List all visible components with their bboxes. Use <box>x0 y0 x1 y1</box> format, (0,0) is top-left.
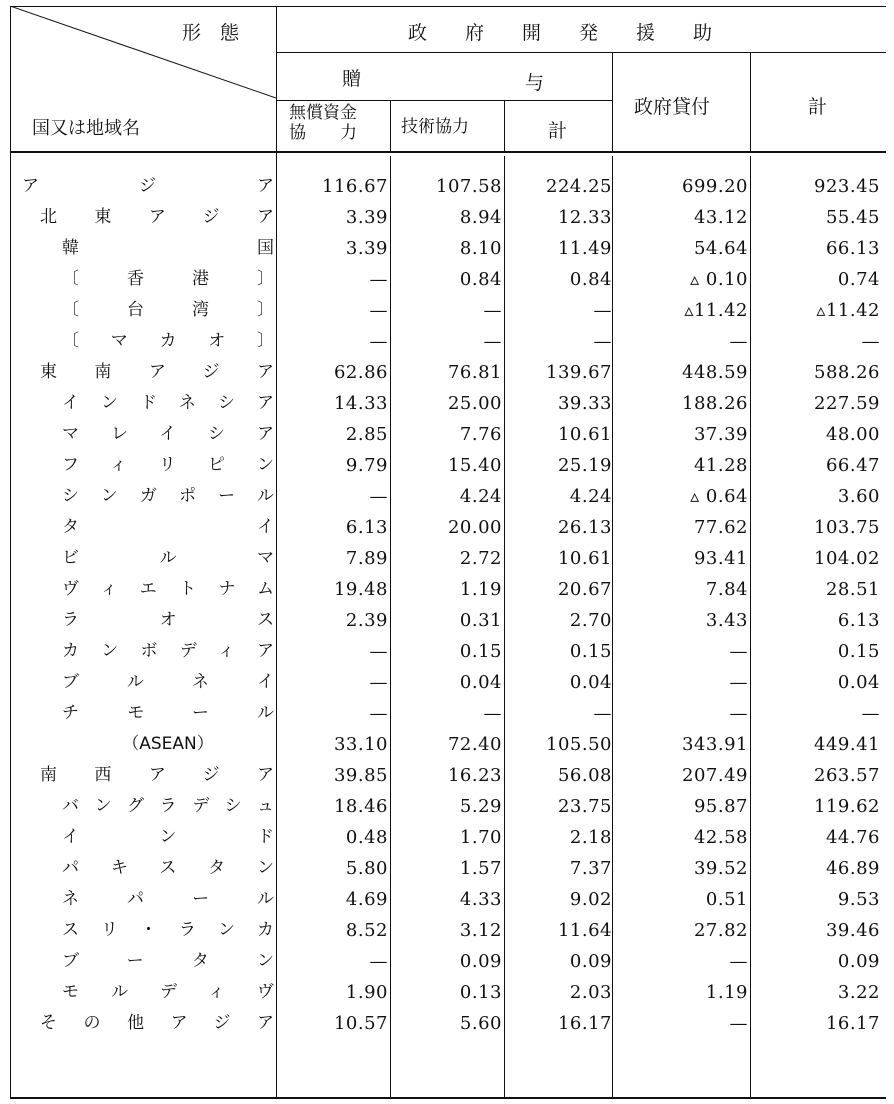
govt-loans-value: ▵ 0.10 <box>690 269 748 290</box>
grant-aid-value: 5.80 <box>345 858 388 879</box>
total-value: — <box>861 703 880 724</box>
govt-loans-value: — <box>729 331 748 352</box>
govt-loans-value: 1.19 <box>705 982 748 1003</box>
region-name-text: 〔台湾〕 <box>62 300 274 320</box>
govt-loans-value: 37.39 <box>693 424 748 445</box>
total-value: 227.59 <box>814 393 880 414</box>
grant-total-value: 224.25 <box>546 176 612 197</box>
table-row <box>10 884 886 915</box>
tech-coop-value: 0.13 <box>459 982 502 1003</box>
grant-aid-value: 9.79 <box>345 455 388 476</box>
govt-loans-value: 3.43 <box>705 610 748 631</box>
grant-aid-value: 3.39 <box>345 207 388 228</box>
total-value: 55.45 <box>825 207 880 228</box>
table-row <box>10 822 886 853</box>
table-row <box>10 791 886 822</box>
table-bottom-rule <box>10 1097 886 1099</box>
total-value: 9.53 <box>837 889 880 910</box>
loans-right-rule <box>750 52 751 152</box>
tech-coop-value: 20.00 <box>447 517 502 538</box>
region-name-text: ラオス <box>62 610 274 630</box>
table-row <box>10 326 886 357</box>
region-name <box>10 326 276 357</box>
table-body <box>10 171 886 1039</box>
tech-coop-value: 0.84 <box>459 269 502 290</box>
region-name-text: モルディヴ <box>62 982 274 1002</box>
table-row <box>10 233 886 264</box>
table-row <box>10 636 886 667</box>
grant-aid-value: 1.90 <box>345 982 388 1003</box>
region-name <box>10 543 276 574</box>
total-value: 66.47 <box>825 455 880 476</box>
grant-total-value: — <box>593 300 612 321</box>
total-value: 3.22 <box>837 982 880 1003</box>
grant-total-value: 0.04 <box>569 672 612 693</box>
tech-coop-value: 16.23 <box>447 765 502 786</box>
total-value: ▵11.42 <box>816 300 880 321</box>
region-name-text: アジア <box>22 176 274 196</box>
table-row <box>10 512 886 543</box>
table-row <box>10 481 886 512</box>
region-name <box>10 946 276 977</box>
govt-loans-value: 41.28 <box>693 455 748 476</box>
grant-total-value: 20.67 <box>557 579 612 600</box>
region-name <box>10 884 276 915</box>
region-name <box>10 481 276 512</box>
region-name-text: （ASEAN） <box>122 734 214 754</box>
grant-sub-rule <box>276 100 612 101</box>
region-name <box>10 977 276 1008</box>
govt-loans-value: 42.58 <box>693 827 748 848</box>
grant-total-value: 9.02 <box>569 889 612 910</box>
table-row <box>10 977 886 1008</box>
tech-coop-value: 7.76 <box>459 424 502 445</box>
region-name <box>10 388 276 419</box>
region-name-text: インド <box>62 827 274 847</box>
total-value: 44.76 <box>825 827 880 848</box>
grant-total-value: 7.37 <box>569 858 612 879</box>
total-value: 46.89 <box>825 858 880 879</box>
table-row <box>10 202 886 233</box>
tech-coop-value: 2.72 <box>459 548 502 569</box>
oda-sub-rule <box>276 52 886 53</box>
total-value: — <box>861 331 880 352</box>
grant-total-value: 12.33 <box>557 207 612 228</box>
region-name <box>10 853 276 884</box>
grant-aid-value: 4.69 <box>345 889 388 910</box>
grant-aid-label-1: 無償資金 <box>289 103 357 123</box>
region-name <box>10 171 276 202</box>
govt-loans-label: 政府貸付 <box>634 96 711 118</box>
total-value: 48.00 <box>825 424 880 445</box>
grant-aid-value: 3.39 <box>345 238 388 259</box>
table-row <box>10 698 886 729</box>
grant-aid-value: 7.89 <box>345 548 388 569</box>
grant-aid-value: 2.39 <box>345 610 388 631</box>
region-name-text: 北東アジア <box>40 207 274 227</box>
total-value: 263.57 <box>814 765 880 786</box>
total-value: 39.46 <box>825 920 880 941</box>
region-name-text: シンガポール <box>62 486 274 506</box>
region-name <box>10 915 276 946</box>
grant-total-value: 2.70 <box>569 610 612 631</box>
table-row <box>10 667 886 698</box>
tech-coop-value: 3.12 <box>459 920 502 941</box>
govt-loans-value: 699.20 <box>682 176 748 197</box>
tech-coop-rule <box>504 100 505 152</box>
tech-coop-value: 107.58 <box>436 176 502 197</box>
grant-aid-value: 10.57 <box>333 1013 388 1034</box>
tech-coop-value: 25.00 <box>447 393 502 414</box>
table-row <box>10 605 886 636</box>
total-value: 28.51 <box>825 579 880 600</box>
region-name <box>10 729 276 760</box>
total-value: 119.62 <box>814 796 880 817</box>
tech-coop-value: 8.10 <box>459 238 502 259</box>
region-name-text: ビルマ <box>62 548 274 568</box>
region-name <box>10 202 276 233</box>
grant-aid-value: 18.46 <box>333 796 388 817</box>
region-name-text: ヴィエトナム <box>62 579 274 599</box>
grant-aid-value: 62.86 <box>333 362 388 383</box>
grant-aid-value: — <box>369 951 388 972</box>
tech-coop-value: 1.19 <box>459 579 502 600</box>
total-value: 104.02 <box>814 548 880 569</box>
govt-loans-value: 188.26 <box>682 393 748 414</box>
region-name-text: タイ <box>62 517 274 537</box>
tech-coop-value: 72.40 <box>447 734 502 755</box>
grant-aid-value: — <box>369 269 388 290</box>
grant-total-value: 4.24 <box>569 486 612 507</box>
govt-loans-value: 54.64 <box>693 238 748 259</box>
grant-total-value: 56.08 <box>557 765 612 786</box>
table-row <box>10 450 886 481</box>
region-name-text: 〔香港〕 <box>62 269 274 289</box>
govt-loans-value: — <box>729 703 748 724</box>
tech-coop-value: 8.94 <box>459 207 502 228</box>
grant-total-value: 105.50 <box>546 734 612 755</box>
govt-loans-value: 448.59 <box>682 362 748 383</box>
tech-coop-value: 0.09 <box>459 951 502 972</box>
grant-aid-value: — <box>369 672 388 693</box>
tech-coop-value: 0.15 <box>459 641 502 662</box>
grant-total-value: 10.61 <box>557 424 612 445</box>
total-value: 103.75 <box>814 517 880 538</box>
region-name-text: フィリピン <box>62 455 274 475</box>
grant-aid-value: — <box>369 703 388 724</box>
total-value: 0.15 <box>837 641 880 662</box>
grant-total-value: — <box>593 331 612 352</box>
grant-aid-value: — <box>369 641 388 662</box>
govt-loans-value: 39.52 <box>693 858 748 879</box>
govt-loans-value: 27.82 <box>693 920 748 941</box>
grant-total-value: 11.64 <box>557 920 612 941</box>
region-name <box>10 357 276 388</box>
tech-coop-value: 4.24 <box>459 486 502 507</box>
region-name <box>10 605 276 636</box>
region-name <box>10 698 276 729</box>
grant-total-value: — <box>593 703 612 724</box>
region-name <box>10 760 276 791</box>
govt-loans-value: — <box>729 641 748 662</box>
region-name <box>10 419 276 450</box>
grant-total-value: 26.13 <box>557 517 612 538</box>
govt-loans-value: 7.84 <box>705 579 748 600</box>
total-value: 3.60 <box>837 486 880 507</box>
grant-aid-rule <box>390 100 391 152</box>
table-row <box>10 419 886 450</box>
region-name-text: スリ・ランカ <box>62 920 274 940</box>
region-name-text: マレイシア <box>62 424 274 444</box>
region-name-text: カンボディア <box>62 641 274 661</box>
total-label: 計 <box>808 96 828 118</box>
tech-coop-label: 技術協力 <box>401 117 469 137</box>
grant-aid-value: 0.48 <box>345 827 388 848</box>
table-row <box>10 574 886 605</box>
table-row <box>10 853 886 884</box>
region-name <box>10 233 276 264</box>
region-name-text: 韓国 <box>62 238 274 258</box>
table-row <box>10 171 886 202</box>
tech-coop-value: 4.33 <box>459 889 502 910</box>
region-name <box>10 295 276 326</box>
total-value: 0.74 <box>837 269 880 290</box>
grant-aid-value: 8.52 <box>345 920 388 941</box>
govt-loans-value: 0.51 <box>705 889 748 910</box>
region-name <box>10 791 276 822</box>
table-row <box>10 760 886 791</box>
grant-aid-value: — <box>369 300 388 321</box>
grant-total-value: 16.17 <box>557 1013 612 1034</box>
total-value: 0.09 <box>837 951 880 972</box>
grant-aid-label-2: 協 力 <box>289 123 357 143</box>
tech-coop-value: — <box>483 703 502 724</box>
grant-aid-value: 116.67 <box>322 176 388 197</box>
table-row <box>10 946 886 977</box>
region-name-text: 南西アジア <box>40 765 274 785</box>
grant-total-value: 2.18 <box>569 827 612 848</box>
table-row <box>10 729 886 760</box>
region-name <box>10 1008 276 1039</box>
govt-loans-value: 43.12 <box>693 207 748 228</box>
total-value: 449.41 <box>814 734 880 755</box>
tech-coop-value: 0.04 <box>459 672 502 693</box>
grant-aid-value: 2.85 <box>345 424 388 445</box>
tech-coop-value: 5.60 <box>459 1013 502 1034</box>
table-row <box>10 543 886 574</box>
govt-loans-value: ▵11.42 <box>684 300 748 321</box>
grant-total-value: 25.19 <box>557 455 612 476</box>
region-name <box>10 574 276 605</box>
govt-loans-value: ▵ 0.64 <box>690 486 748 507</box>
table-row <box>10 357 886 388</box>
grant-aid-value: 33.10 <box>333 734 388 755</box>
region-name-text: バングラデシュ <box>62 796 274 816</box>
region-label: 国又は地域名 <box>32 118 140 139</box>
total-value: 588.26 <box>814 362 880 383</box>
region-name <box>10 636 276 667</box>
tech-coop-value: 1.70 <box>459 827 502 848</box>
region-name <box>10 264 276 295</box>
grant-total-value: 23.75 <box>557 796 612 817</box>
tech-coop-value: 76.81 <box>447 362 502 383</box>
tech-coop-value: 1.57 <box>459 858 502 879</box>
tech-coop-value: — <box>483 300 502 321</box>
grant-aid-value: 14.33 <box>333 393 388 414</box>
govt-loans-value: — <box>729 672 748 693</box>
grant-aid-value: — <box>369 331 388 352</box>
table-row <box>10 264 886 295</box>
region-name-text: パキスタン <box>62 858 274 878</box>
grant-total-value: 39.33 <box>557 393 612 414</box>
oda-table <box>10 6 886 1099</box>
region-name <box>10 450 276 481</box>
govt-loans-value: 95.87 <box>693 796 748 817</box>
region-name-text: 〔マカオ〕 <box>62 331 274 351</box>
grant-total-value: 0.84 <box>569 269 612 290</box>
table-row <box>10 388 886 419</box>
region-name-text: ブータン <box>62 951 274 971</box>
govt-loans-value: 93.41 <box>693 548 748 569</box>
grant-total-value: 2.03 <box>569 982 612 1003</box>
tech-coop-value: — <box>483 331 502 352</box>
grant-total-value: 139.67 <box>546 362 612 383</box>
total-value: 0.04 <box>837 672 880 693</box>
total-value: 16.17 <box>825 1013 880 1034</box>
total-value: 6.13 <box>837 610 880 631</box>
tech-coop-value: 15.40 <box>447 455 502 476</box>
grant-total-label: 計 <box>548 120 568 142</box>
region-name-text: チモール <box>62 703 274 723</box>
region-name <box>10 512 276 543</box>
table-row <box>10 915 886 946</box>
tech-coop-value: 5.29 <box>459 796 502 817</box>
grant-total-value: 11.49 <box>557 238 612 259</box>
govt-loans-value: — <box>729 951 748 972</box>
grant-right-label: 与 <box>525 72 545 94</box>
grant-aid-value: — <box>369 486 388 507</box>
total-value: 66.13 <box>825 238 880 259</box>
region-name-text: その他アジア <box>40 1013 274 1033</box>
grant-left-label: 贈 <box>342 68 362 90</box>
grant-total-value: 0.09 <box>569 951 612 972</box>
govt-loans-value: — <box>729 1013 748 1034</box>
region-name-text: ブルネイ <box>62 672 274 692</box>
govt-loans-value: 77.62 <box>693 517 748 538</box>
region-name-text: インドネシア <box>62 393 274 413</box>
region-name-text: 東南アジア <box>40 362 274 382</box>
region-name <box>10 822 276 853</box>
govt-loans-value: 207.49 <box>682 765 748 786</box>
region-name <box>10 667 276 698</box>
form-label: 形 態 <box>182 22 240 44</box>
grant-total-value: 0.15 <box>569 641 612 662</box>
table-row <box>10 1008 886 1039</box>
govt-loans-value: 343.91 <box>682 734 748 755</box>
table-row <box>10 295 886 326</box>
grant-aid-value: 39.85 <box>333 765 388 786</box>
grant-total-value: 10.61 <box>557 548 612 569</box>
total-value: 923.45 <box>814 176 880 197</box>
region-name-text: ネパール <box>62 889 274 909</box>
oda-label: 政 府 開 発 援 助 <box>408 22 713 44</box>
grant-aid-value: 19.48 <box>333 579 388 600</box>
tech-coop-value: 0.31 <box>459 610 502 631</box>
grant-right-rule <box>612 52 613 152</box>
grant-aid-value: 6.13 <box>345 517 388 538</box>
